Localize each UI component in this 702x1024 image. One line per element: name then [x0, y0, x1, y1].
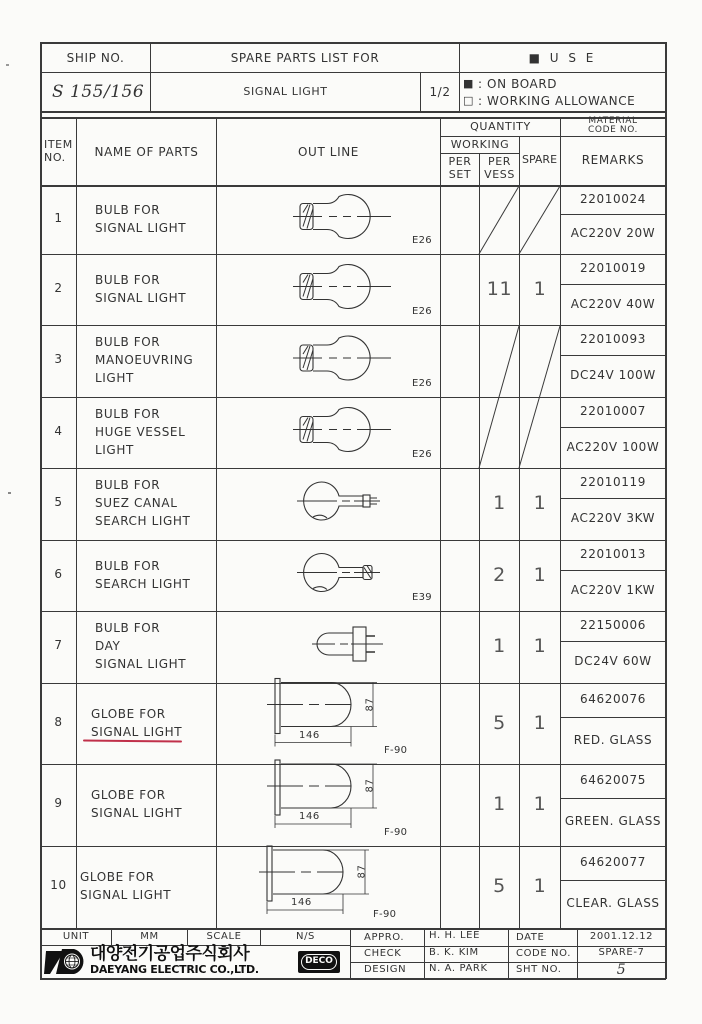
approved-label: APPRO. [364, 932, 405, 943]
base-type-label: E26 [412, 306, 432, 317]
col-spare: SPARE [521, 153, 558, 166]
material-code: 64620076 [580, 692, 646, 706]
col-per-set-2: SET [448, 168, 472, 181]
ship-no-label: SHIP NO. [66, 51, 125, 65]
part-name-line: HUGE VESSEL [95, 424, 186, 439]
part-name-line: SIGNAL LIGHT [91, 806, 183, 820]
title-value: SIGNAL LIGHT [243, 85, 328, 98]
col-quantity: QUANTITY [470, 120, 531, 133]
item-no: 2 [54, 280, 63, 295]
deco-badge [298, 951, 340, 973]
dim-length: 146 [299, 729, 320, 741]
scale-label: SCALE [206, 931, 242, 942]
designed-by: N. A. PARK [429, 963, 488, 974]
scan-mark [6, 64, 9, 66]
item-no: 5 [54, 495, 63, 509]
col-per-vess-1: PER [487, 155, 512, 168]
part-name-line: SIGNAL LIGHT [91, 724, 183, 739]
remark: GREEN. GLASS [564, 814, 662, 828]
company-name-english: DAEYANG ELECTRIC CO.,LTD. [90, 963, 259, 976]
col-per-vess-2: VESS [484, 168, 515, 181]
part-name-line: MANOEUVRING [95, 353, 194, 367]
material-code: 22010119 [580, 475, 646, 489]
part-name-line: SUEZ CANAL [95, 496, 178, 510]
qty-per-vessel: 1 [493, 793, 506, 815]
ship-no-value: S 155/156 [52, 82, 145, 102]
item-no: 9 [54, 796, 63, 810]
part-name-line: GLOBE FOR [91, 706, 166, 721]
scan-mark [8, 492, 11, 494]
material-code: 22010013 [580, 547, 646, 561]
company-name-korean: 대양전기공업주식회사 [90, 944, 250, 964]
part-name-line: BULB FOR [95, 406, 161, 421]
checked-by: B. K. KIM [429, 947, 479, 958]
dim-length: 146 [291, 897, 312, 908]
qty-spare: 1 [533, 875, 547, 897]
unit-label: UNIT [62, 931, 90, 942]
col-per-set-1: PER [448, 155, 472, 168]
part-name-line: LIGHT [95, 371, 134, 385]
remark: AC220V 3KW [570, 511, 656, 525]
remark: AC220V 20W [570, 226, 656, 240]
base-type-label: F-90 [373, 909, 397, 920]
item-no: 4 [54, 423, 63, 438]
part-name-line: DAY [95, 639, 121, 653]
dim-height: 87 [364, 697, 376, 711]
legend-working-allowance-symbol: □ [463, 94, 474, 107]
unit-value: MM [140, 931, 159, 942]
part-name-line: BULB FOR [95, 558, 161, 573]
base-type-label: E26 [412, 449, 432, 460]
dim-height: 87 [356, 864, 368, 879]
qty-per-vessel: 5 [493, 711, 506, 734]
part-name-line: BULB FOR [95, 335, 161, 349]
qty-spare: 1 [533, 492, 547, 514]
base-type-label: E26 [412, 235, 432, 246]
approved-by: H. H. LEE [429, 930, 481, 941]
qty-per-vessel: 5 [493, 875, 506, 897]
item-no: 3 [54, 352, 63, 366]
part-name-line: GLOBE FOR [80, 870, 155, 884]
material-code: 64620077 [580, 855, 646, 869]
material-code: 64620075 [580, 773, 646, 787]
remark: DC24V 100W [570, 368, 656, 382]
item-no: 10 [50, 878, 67, 892]
part-name-line: SIGNAL LIGHT [80, 888, 172, 902]
code-no-label: CODE NO. [516, 948, 571, 959]
legend-on-board-text: : ON BOARD [478, 77, 558, 91]
base-type-label: F-90 [384, 745, 408, 756]
qty-spare: 1 [533, 793, 547, 815]
col-item-no-1: ITEM [44, 138, 73, 151]
part-name-line: SEARCH LIGHT [95, 576, 191, 591]
daeyang-globe-icon [44, 947, 88, 976]
col-material-code-1: MATERIAL [588, 116, 638, 126]
checked-label: CHECK [364, 948, 402, 959]
material-code: 22150006 [580, 618, 646, 632]
qty-per-vessel: 2 [493, 563, 506, 586]
part-name-line: LIGHT [95, 442, 134, 457]
col-working: WORKING [450, 138, 510, 151]
sheet-no-label: SHT NO. [516, 964, 562, 975]
scale-value: N/S [296, 931, 315, 942]
col-remarks: REMARKS [581, 153, 645, 167]
legend-working-allowance-text: : WORKING ALLOWANCE [478, 94, 636, 108]
date-label: DATE [516, 932, 545, 943]
part-name-line: BULB FOR [95, 478, 161, 492]
remark: AC220V 100W [566, 439, 660, 454]
qty-spare: 1 [533, 711, 547, 734]
part-name-line: BULB FOR [95, 621, 161, 635]
title-label: SPARE PARTS LIST FOR [230, 51, 380, 65]
part-name-line: SIGNAL LIGHT [95, 657, 187, 671]
remark: CLEAR. GLASS [566, 896, 660, 910]
col-material-code-2: CODE NO. [588, 125, 638, 135]
base-type-label: F-90 [384, 827, 408, 838]
qty-per-vessel: 1 [493, 635, 506, 657]
qty-spare: 1 [533, 563, 547, 586]
material-code: 22010007 [580, 404, 646, 418]
sheet-fraction: 1/2 [429, 85, 451, 99]
qty-spare: 1 [533, 277, 547, 300]
dim-length: 146 [299, 811, 320, 822]
item-no: 8 [54, 714, 63, 729]
material-code: 22010093 [580, 332, 646, 346]
remark: AC220V 1KW [570, 582, 656, 597]
col-item-no-2: NO. [44, 151, 66, 164]
item-no: 7 [54, 638, 63, 652]
use-label: ■ U S E [528, 51, 597, 65]
qty-per-vessel: 1 [493, 492, 506, 514]
designed-label: DESIGN [364, 964, 407, 975]
remark: AC220V 40W [570, 296, 656, 311]
item-no: 1 [54, 210, 63, 225]
qty-per-vessel: 11 [486, 277, 513, 300]
base-type-label: E39 [412, 592, 432, 603]
remark: DC24V 60W [574, 654, 652, 668]
part-name-line: SEARCH LIGHT [95, 514, 191, 528]
date-value: 2001.12.12 [589, 931, 654, 942]
part-name-line: BULB FOR [95, 202, 161, 217]
qty-spare: 1 [533, 635, 547, 657]
material-code: 22010024 [580, 191, 646, 206]
material-code: 22010019 [580, 261, 646, 275]
base-type-label: E26 [412, 378, 432, 389]
sheet-no-value: 5 [616, 962, 627, 978]
dim-height: 87 [364, 778, 376, 793]
deco-badge-text: DECO [305, 956, 333, 966]
part-name-line: SIGNAL LIGHT [95, 290, 187, 305]
part-name-line: BULB FOR [95, 272, 161, 287]
legend-on-board-symbol: ■ [463, 77, 474, 90]
col-outline: OUT LINE [298, 145, 359, 159]
col-name-of-parts: NAME OF PARTS [94, 145, 199, 159]
item-no: 6 [54, 566, 63, 581]
code-no-value: SPARE-7 [598, 947, 645, 958]
part-name-line: SIGNAL LIGHT [95, 220, 187, 235]
remark: RED. GLASS [573, 732, 653, 747]
part-name-line: GLOBE FOR [91, 788, 166, 802]
